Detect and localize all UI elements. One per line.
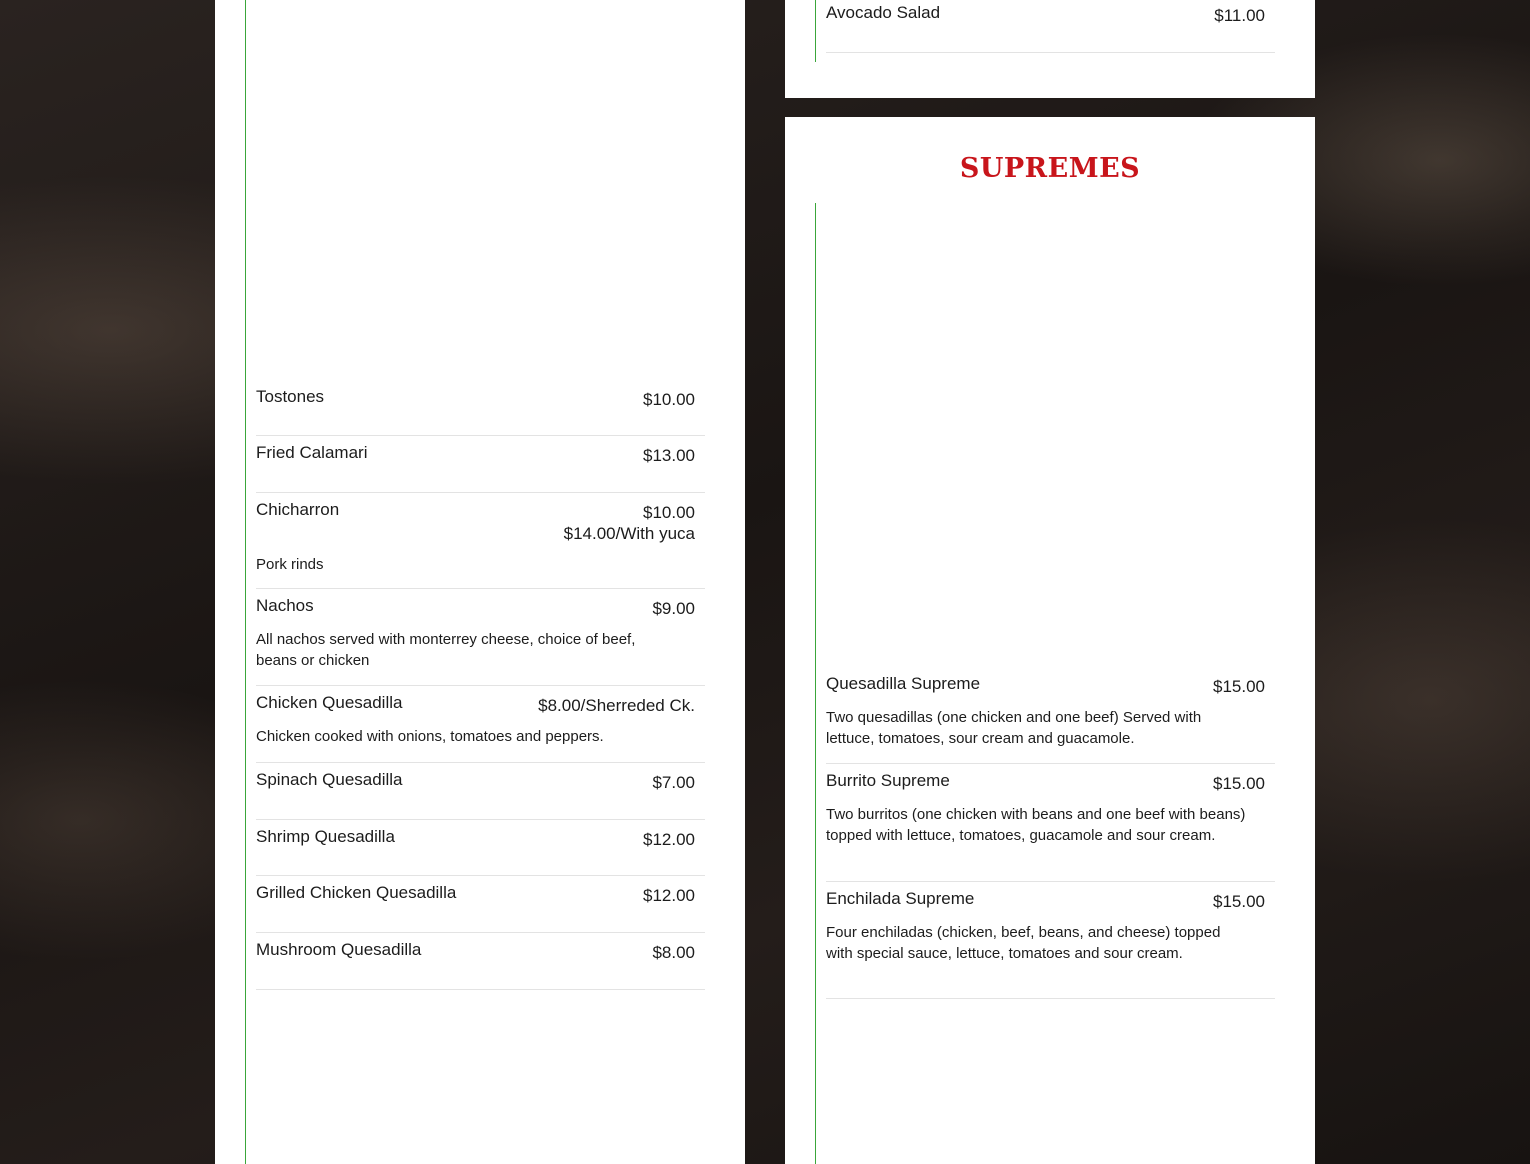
section-title: SUPREMES (959, 153, 1141, 184)
item-price: $13.00 (643, 446, 695, 465)
menu-item-mushroom-quesadilla[interactable] (256, 933, 705, 990)
menu-item-enchilada-supreme[interactable] (826, 882, 1275, 999)
menu-item-chicken-quesadilla[interactable] (256, 686, 705, 763)
item-description: Four enchiladas (chicken, beef, beans, and cheese) topped with special sauce, lettuce, tomatoes and sour cream. (826, 924, 1221, 962)
item-price-alt: $14.00/With yuca (563, 524, 695, 543)
item-price: $15.00 (1213, 892, 1265, 911)
menu-item-nachos[interactable] (256, 589, 705, 686)
menu-item-avocado-salad[interactable] (826, 0, 1275, 53)
item-name: Chicharron (256, 500, 340, 519)
item-price-primary: $10.00 (643, 503, 695, 522)
section-accent-line (245, 0, 246, 1164)
menu-item-tostones[interactable] (256, 380, 705, 436)
item-name: Nachos (256, 596, 314, 615)
section-accent-line (815, 203, 816, 1164)
item-price: $12.00 (643, 830, 695, 849)
appetizers-list (256, 380, 705, 990)
item-price: $8.00 (652, 943, 695, 962)
menu-item-burrito-supreme[interactable] (826, 764, 1275, 882)
item-name: Burrito Supreme (826, 771, 950, 790)
item-description: Pork rinds (256, 556, 324, 573)
section-accent-line (815, 0, 816, 62)
menu-item-grilled-chicken-quesadilla[interactable] (256, 876, 705, 933)
item-price: $15.00 (1213, 774, 1265, 793)
salads-panel (785, 0, 1315, 98)
supremes-panel (785, 117, 1315, 1164)
item-description: Chicken cooked with onions, tomatoes and peppers. (256, 728, 604, 745)
item-price: $7.00 (652, 773, 695, 792)
item-price: $11.00 (1214, 6, 1265, 25)
item-price: $12.00 (643, 886, 695, 905)
item-name: Mushroom Quesadilla (256, 940, 422, 959)
salads-list (826, 0, 1275, 53)
item-name: Grilled Chicken Quesadilla (256, 883, 457, 902)
item-name: Shrimp Quesadilla (256, 827, 395, 846)
item-name: Chicken Quesadilla (256, 693, 403, 712)
item-name: Tostones (256, 387, 325, 406)
item-price: $8.00/Sherreded Ck. (538, 696, 695, 715)
item-name: Spinach Quesadilla (256, 770, 403, 789)
item-name: Avocado Salad (826, 3, 941, 22)
item-price (564, 502, 695, 544)
menu-item-fried-calamari[interactable] (256, 436, 705, 493)
menu-item-shrimp-quesadilla[interactable] (256, 820, 705, 876)
item-price: $15.00 (1213, 677, 1265, 696)
item-name: Quesadilla Supreme (826, 674, 981, 693)
menu-item-quesadilla-supreme[interactable] (826, 667, 1275, 764)
item-description: All nachos served with monterrey cheese, choice of beef, beans or chicken (256, 631, 636, 669)
item-price: $10.00 (643, 390, 695, 409)
item-description: Two quesadillas (one chicken and one beef) Served with lettuce, tomatoes, sour cream and guacamole. (826, 709, 1202, 747)
menu-item-spinach-quesadilla[interactable] (256, 763, 705, 820)
item-name: Fried Calamari (256, 443, 368, 462)
menu-item-chicharron[interactable] (256, 493, 705, 589)
item-name: Enchilada Supreme (826, 889, 975, 908)
supremes-list (826, 667, 1275, 999)
appetizers-panel (215, 0, 745, 1164)
item-description: Two burritos (one chicken with beans and one beef with beans) topped with lettuce, tomatoes, guacamole and sour cream. (826, 806, 1246, 844)
item-price: $9.00 (652, 599, 695, 618)
